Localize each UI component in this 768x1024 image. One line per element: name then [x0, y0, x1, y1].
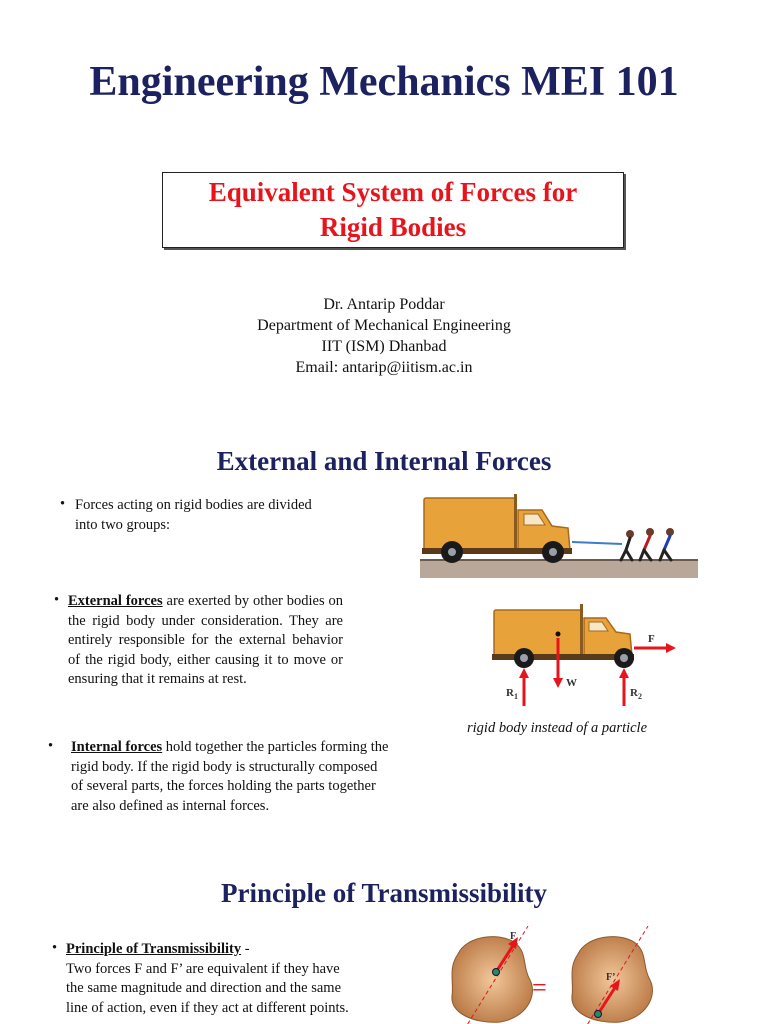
- external-forces-text: are exerted by other bodies on the rigid body under consideration. They are entirely responsible for the external behavior of the rigid body, either causing it to move or ensuring that it remains at rest.: [68, 593, 343, 687]
- page-title: Engineering Mechanics MEI 101: [89, 59, 679, 105]
- bullet-dot: •: [54, 592, 60, 608]
- truck-wheel-rear: [441, 541, 463, 563]
- internal-forces-line: rigid body. If the rigid body is structurally composed: [71, 758, 378, 775]
- bullet-dot: •: [48, 738, 54, 754]
- section-heading-external-internal: External and Internal Forces: [216, 446, 552, 476]
- author-name: Dr. Antarip Poddar: [323, 296, 445, 313]
- author-institute: IIT (ISM) Dhanbad: [321, 338, 447, 355]
- equals-sign: =: [532, 973, 547, 1002]
- people-pulling: [621, 528, 674, 560]
- label-force-f: F: [648, 633, 655, 645]
- transmissibility-figure: [436, 926, 668, 1024]
- fbd-truck: [492, 604, 634, 668]
- external-forces-paragraph: [68, 592, 343, 690]
- label-reaction-r2: $R_2$: [630, 687, 642, 701]
- transmissibility-line: Two forces F and F’ are equivalent if they have: [66, 960, 340, 977]
- section-heading-transmissibility: Principle of Transmissibility: [220, 878, 548, 908]
- bullet-line: Forces acting on rigid bodies are divided: [75, 497, 312, 513]
- tow-rope: [572, 542, 622, 544]
- internal-forces-keyword: Internal forces: [71, 739, 163, 755]
- label-reaction-r1: $R_1$: [506, 687, 518, 701]
- internal-forces-text: hold together the particles forming the: [162, 739, 389, 755]
- reaction-arrow-r2: [619, 668, 629, 706]
- bullet-dot: •: [52, 940, 58, 956]
- transmissibility-paragraph: [66, 940, 396, 1018]
- internal-forces-line: are also defined as internal forces.: [71, 797, 270, 814]
- subtitle-box: [162, 172, 624, 248]
- figure-caption: rigid body instead of a particle: [467, 720, 648, 736]
- bullet-line: into two groups:: [75, 516, 171, 533]
- internal-forces-paragraph: [71, 738, 431, 816]
- rigid-body-left: [452, 926, 533, 1024]
- author-block: [0, 294, 768, 378]
- subtitle-line-1: Equivalent System of Forces for: [208, 177, 578, 207]
- label-f: F: [510, 931, 517, 942]
- label-f-prime: F’: [606, 972, 616, 983]
- subtitle-line-2: Rigid Bodies: [319, 212, 467, 242]
- transmissibility-line: [66, 940, 396, 960]
- truck-pulled-illustration: [418, 488, 700, 584]
- transmissibility-keyword: Principle of Transmissibility: [66, 941, 242, 957]
- transmissibility-line: line of action, even if they act at different points.: [66, 999, 349, 1016]
- free-body-diagram: [484, 596, 684, 710]
- internal-forces-line: of several parts, the forces holding the parts together: [71, 778, 376, 794]
- transmissibility-line: the same magnitude and direction and the same: [66, 980, 342, 996]
- force-arrow-f: [634, 643, 676, 653]
- author-department: Department of Mechanical Engineering: [257, 317, 511, 334]
- ground: [420, 560, 698, 578]
- external-forces-keyword: External forces: [68, 593, 163, 609]
- reaction-arrow-r1: [519, 668, 529, 706]
- author-email: Email: antarip@iitism.ac.in: [295, 359, 473, 376]
- bullet-dot: •: [60, 496, 66, 512]
- truck-wheel-front: [542, 541, 564, 563]
- transmissibility-dash: -: [241, 941, 250, 957]
- internal-forces-line: [71, 738, 431, 758]
- label-weight-w: W: [566, 677, 577, 689]
- bullet-forces-groups: [75, 496, 365, 535]
